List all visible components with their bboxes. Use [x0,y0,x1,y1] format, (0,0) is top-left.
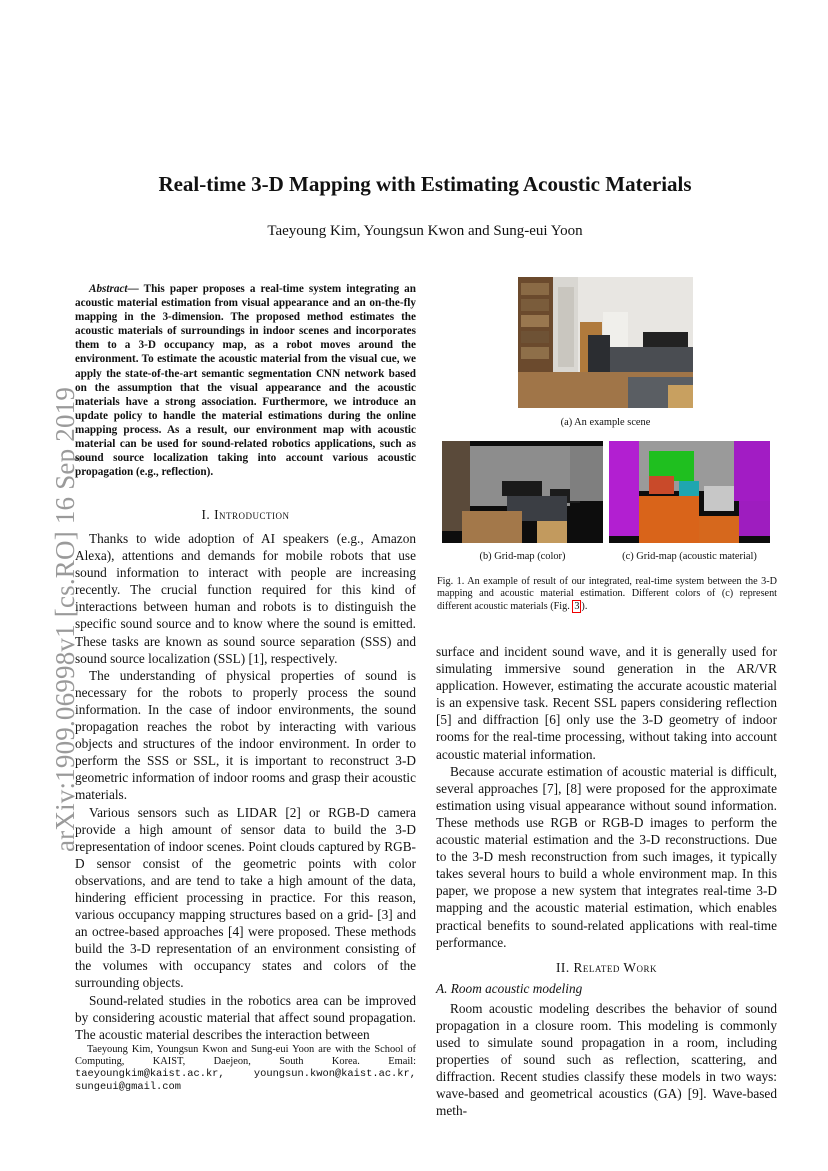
paper-title: Real-time 3-D Mapping with Estimating Acoustic Materials [158,172,692,196]
abstract [75,282,416,479]
footnote [75,1044,416,1093]
subsection-room-acoustic-modeling-heading: A. Room acoustic modeling [436,980,583,996]
fig-c-caption: (c) Grid-map (acoustic material) [622,551,757,562]
fig-a-caption: (a) An example scene [560,417,651,428]
abstract-label: Abstract [89,283,128,295]
section-introduction-heading: I. Introduction [201,507,290,522]
section-related-work-heading: II. Related Work [555,959,657,975]
grid-map-color-image [442,441,603,543]
paragraph: Room acoustic modeling describes the behavior of sound propagation in a closure room. This modeling is commonly used to simulate sound propagation in a room, including properties of sound such as reflection, scattering, and diffraction. Recent studies classify these models in two ways: wave-based and geometrical acoustics (GA) [9]. Wave-based meth- [436,1000,777,1119]
footnote-emails: taeyoungkim@kaist.ac.kr, youngsun.kwon@kaist.ac.kr, sungeui@gmail.com [75,1068,416,1093]
fig1-caption-end: ). [581,600,588,612]
figure-1-caption [437,576,777,613]
paragraph: Sound-related studies in the robotics area can be improved by considering acoustic material that affect sound propagation. The acoustic material describes the interaction between [75,992,416,1042]
right-column-body [436,643,777,1120]
left-column-body [75,530,416,1043]
paragraph: Thanks to wide adoption of AI speakers (e.g., Amazon Alexa), attentions and demands for mobile robots that use sound information to interact with people are increasing recently. The crucial function required for this kind of interactions between human and robots is to distinguish the specific sound source and to know where the sound is emitted. These tasks are known as sound source separation (SSS) and sound source localization (SSL) [1], respectively. [75,531,416,666]
paragraph: Various sensors such as LIDAR [2] or RGB-D camera provide a high amount of sensor data to build the 3-D representation of indoor scenes. Point clouds captured by RGB-D sensor consist of the geometric points with color observations, and are tend to take a high amount of the data, hindering efficient processing in practice. For this reason, various occupancy mapping structures based on a grid- [3] and an octree-based approaches [4] were proposed. These methods build the 3-D representation of an environment consisting of the volumes with occupancy states and colors of the surrounding objects. [75,804,416,991]
paragraph: The understanding of physical properties of sound is necessary for the robots to properly process the sound information. In the case of indoor environments, the sound propagation reaches the robot by interacting with various objects and structures of the indoor environment. In order to perform the SSS or SSL, it is important to reconstruct 3-D geometric information of indoor rooms and grasp their acoustic materials. [75,667,416,803]
arxiv-id-text: arXiv:1909.06998v1 [cs.RO] 16 Sep 2019 [50,386,80,852]
fig-b-caption: (b) Grid-map (color) [479,551,566,562]
footnote-text: Taeyoung Kim, Youngsun Kwon and Sung-eui Yoon are with the School of Computing, KAIST, Daejeon, South Korea. Email: [75,1044,416,1068]
arxiv-identifier [2,352,80,852]
fig1-caption-text: Fig. 1. An example of result of our integrated, real-time system between the 3-D mapping and acoustic material estimation. Different colors of (c) represent different acoustic materials (Fig. [437,576,777,612]
paragraph: surface and incident sound wave, and it is generally used for simulating immersive sound generation in the AR/VR application. However, estimating the accurate acoustic material is an expensive task. Recent SSL papers considering reflection [5] and diffraction [6] only use the 3-D geometry of indoor rooms for the real-time processing, without taking into account acoustic material information. [436,644,777,762]
paragraph: Because accurate estimation of acoustic material is difficult, several approaches [7], [8] were proposed for the approximate estimation using visual appearance without sound information. These methods use RGB or RGB-D images to perform the acoustic material estimation and the 3-D reconstructions. Due to the 3-D mesh reconstruction from such images, it typically takes several hours to build a whole environment map. In this paper, we propose a new system that integrates real-time 3-D mapping and the acoustic material estimation, which enables practical benefits to sound-related applications with real-time performance. [436,763,777,950]
figure-reference-link[interactable]: 3 [574,600,580,612]
author-list: Taeyoung Kim, Youngsun Kwon and Sung-eui Yoon [267,223,583,239]
abstract-text: — This paper proposes a real-time system integrating an acoustic material estimation from visual appearance and an on-the-fly mapping in the 3-dimension. The proposed method estimates the acoustic materials of surroundings in indoor scenes and incorporates them to a 3-D occupancy map, as a robot moves around the environment. To estimate the acoustic material from the visual cue, we apply the state-of-the-art semantic segmentation CNN network based on the assumption that the visual appearance and the acoustic materials have a strong association. Furthermore, we introduce an update policy to handle the material estimations during the online mapping process. As a result, our environment map with acoustic material can be used for sound-related robotics applications, such as sound source localization taking into account various acoustic propagation (e.g., reflection). [75,283,416,479]
grid-map-acoustic-material-image [609,441,770,543]
example-scene-photo [518,277,693,408]
